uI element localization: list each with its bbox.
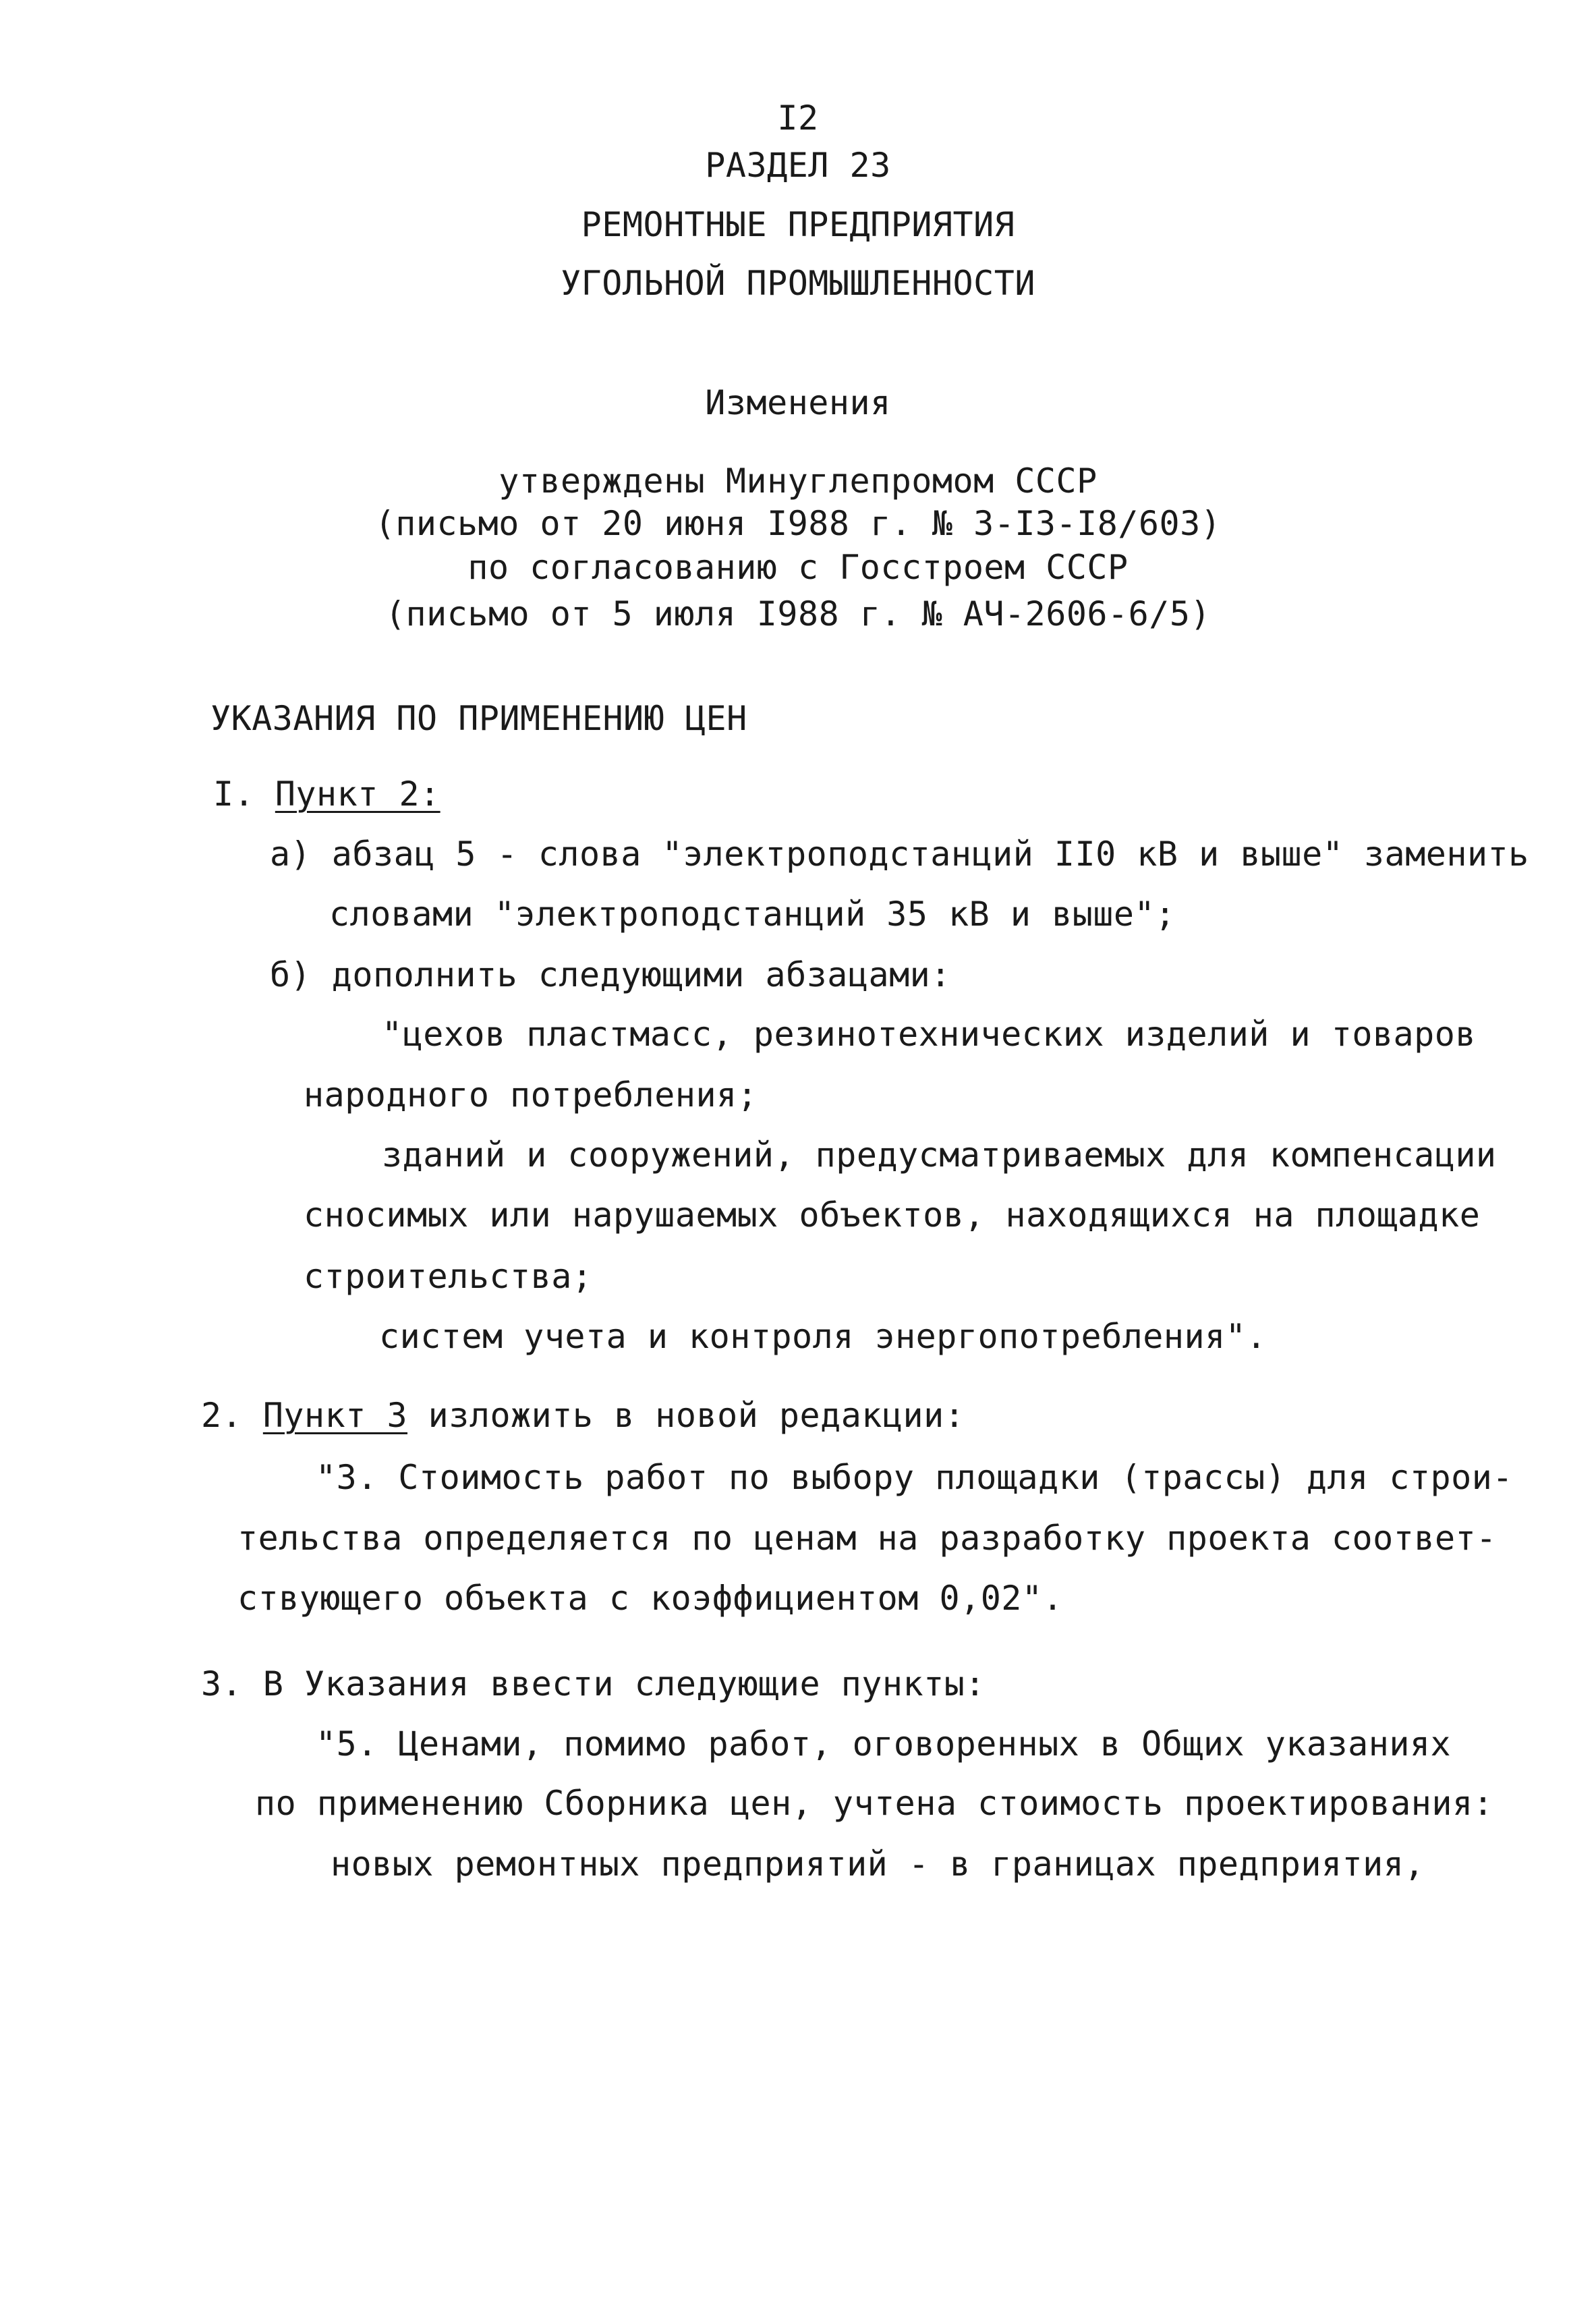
item3-text-line3: новых ремонтных предприятий - в границах предприятия,	[331, 1844, 1425, 1884]
item2-ref: Пункт 3	[262, 1396, 408, 1435]
item3-text-line1: "5. Ценами, помимо работ, оговоренных в Общих указаниях	[316, 1724, 1452, 1764]
item1-quote-line5: строительства;	[304, 1257, 593, 1296]
item2-rest: изложить в новой редакции:	[407, 1396, 965, 1435]
item3-text-line2: по применению Сборника цен, учтена стоимость проектирования:	[255, 1784, 1494, 1823]
approval-line3: по согласованию с Госстроем СССР	[467, 548, 1129, 587]
item1-header	[213, 774, 440, 814]
item2-text-line3: ствующего объекта с коэффициентом 0,02".	[237, 1579, 1064, 1618]
item1-quote-line2: народного потребления;	[304, 1075, 758, 1115]
approval-line4: (письмо от 5 июля I988 г. № АЧ-2606-6/5)	[384, 594, 1212, 633]
approval-line2: (письмо от 20 июня I988 г. № 3-I3-I8/603)	[374, 504, 1222, 543]
item2-text-line1: "3. Стоимость работ по выбору площадки (трассы) для строи-	[316, 1458, 1513, 1497]
item2-text-line2: тельства определяется по ценам на разработку проекта соответ-	[237, 1519, 1497, 1558]
page-number: I2	[777, 98, 819, 138]
item3-intro: В Указания ввести следующие пункты:	[242, 1664, 986, 1703]
item2-header	[201, 1395, 965, 1436]
section-number: РАЗДЕЛ 23	[705, 146, 891, 185]
item1-quote-line3: зданий и сооружений, предусматриваемых для компенсации	[382, 1135, 1497, 1175]
item3-header	[201, 1664, 986, 1704]
approval-line1: утверждены Минуглепромом СССР	[498, 461, 1098, 501]
item1-ref: Пункт 2:	[275, 774, 440, 814]
section-title-line1: РЕМОНТНЫЕ ПРЕДПРИЯТИЯ	[581, 205, 1015, 244]
item1-b-line1: б) дополнить следующими абзацами:	[270, 955, 951, 994]
item1-a-line2: словами "электроподстанций 35 кВ и выше";	[329, 895, 1176, 934]
instructions-heading: УКАЗАНИЯ ПО ПРИМЕНЕНИЮ ЦЕН	[210, 699, 747, 738]
item1-a-line1: а) абзац 5 - слова "электроподстанций II0 кВ и выше" заменить	[270, 835, 1529, 874]
item1-quote-line1: "цехов пластмасс, резинотехнических изделий и товаров	[382, 1015, 1476, 1054]
changes-heading: Изменения	[705, 383, 891, 422]
section-title-line2: УГОЛЬНОЙ ПРОМЫШЛЕННОСТИ	[561, 264, 1035, 303]
item1-number: I.	[213, 774, 255, 814]
item2-number: 2.	[201, 1396, 243, 1435]
item3-number: 3.	[201, 1664, 243, 1703]
item1-quote-line6: систем учета и контроля энергопотребления".	[379, 1317, 1267, 1356]
item1-quote-line4: сносимых или нарушаемых объектов, находящихся на площадке	[304, 1195, 1481, 1235]
